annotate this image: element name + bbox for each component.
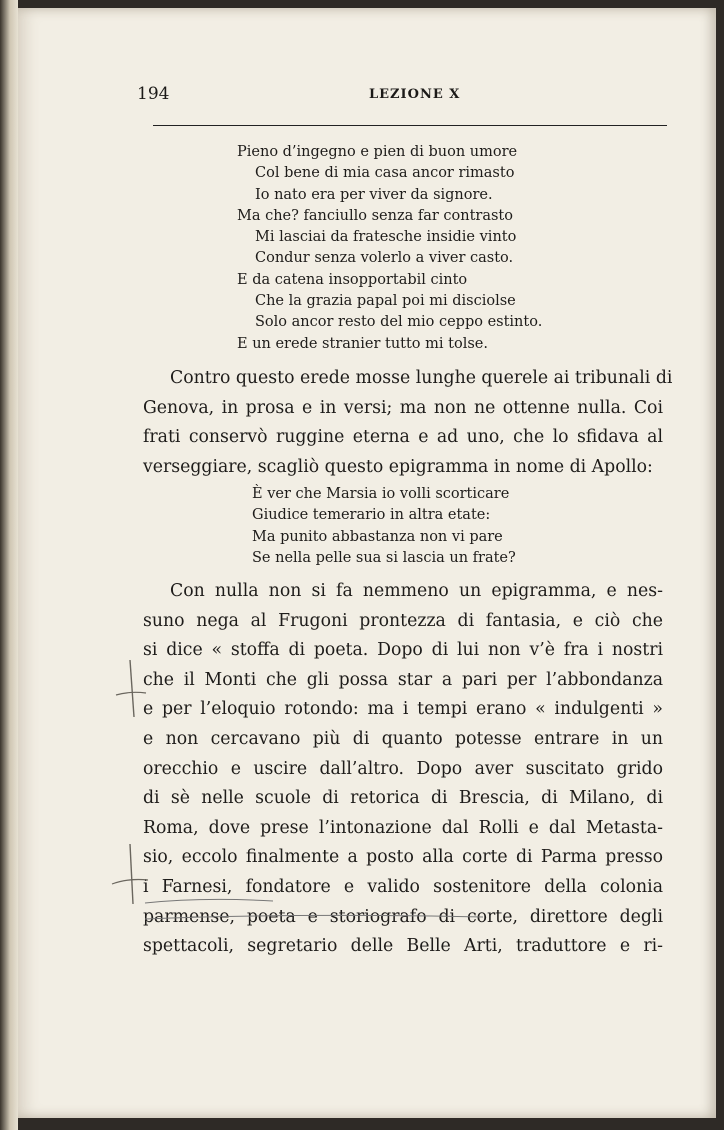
running-head: LEZIONE X bbox=[369, 87, 461, 102]
text-line: orecchio e uscire dall’altro. Dopo aver suscitato grido bbox=[143, 758, 663, 779]
text-line: si dice « stoffa di poeta. Dopo di lui non v’è fra i nostri bbox=[143, 640, 663, 661]
verse-line: Mi lasciai da fratesche insidie vinto bbox=[255, 229, 517, 246]
text-line: frati conservò ruggine eterna e ad uno, che lo sfidava al bbox=[143, 427, 663, 448]
text-line: spettacoli, segretario delle Belle Arti, traduttore e ri- bbox=[143, 936, 663, 957]
text-line: Roma, dove prese l’intonazione dal Rolli e dal Metasta- bbox=[143, 817, 663, 838]
epigram-verse-block bbox=[252, 484, 516, 569]
epigram-line: Se nella pelle sua si lascia un frate? bbox=[252, 549, 516, 566]
text-line: sio, eccolo finalmente a posto alla corte di Parma presso bbox=[143, 847, 663, 868]
text-line: i Farnesi, fondatore e valido sostenitore della colonia bbox=[143, 876, 663, 897]
pencil-margin-mark bbox=[110, 655, 150, 725]
text-line: Contro questo erede mosse lunghe querele ai tribunali di bbox=[170, 368, 673, 388]
text-line: che il Monti che gli possa star a pari per l’abbondanza bbox=[143, 669, 663, 690]
verse-line: Solo ancor resto del mio ceppo estinto. bbox=[255, 314, 543, 331]
verse-line: Io nato era per viver da signore. bbox=[255, 186, 493, 203]
verse-line: Condur senza volerlo a viver casto. bbox=[255, 250, 514, 267]
epigram-line: Giudice temerario in altra etate: bbox=[252, 507, 491, 524]
epigram-line: È ver che Marsia io volli scorticare bbox=[252, 486, 510, 502]
text-line: suno nega al Frugoni prontezza di fantasia, e ciò che bbox=[143, 610, 663, 631]
sonnet-verse-block bbox=[237, 142, 657, 355]
page-number: 194 bbox=[137, 84, 170, 104]
paragraph-apollo bbox=[143, 364, 673, 482]
text-line: parmense, poeta e storiografo di corte, direttore degli bbox=[143, 906, 663, 927]
text-line: verseggiare, scagliò questo epigramma in nome di Apollo: bbox=[143, 456, 653, 477]
page-header bbox=[137, 84, 667, 106]
text-line: Genova, in prosa e in versi; ma non ne ottenne nulla. Coi bbox=[143, 397, 663, 418]
text-line: Con nulla non si fa nemmeno un epigramma, e nes- bbox=[170, 581, 663, 601]
header-rule bbox=[153, 125, 667, 126]
verse-line: Pieno d’ingegno e pien di buon umore bbox=[237, 144, 518, 160]
verse-line: E da catena insopportabil cinto bbox=[237, 271, 468, 288]
verse-line: E un erede stranier tutto mi tolse. bbox=[237, 335, 488, 352]
book-gutter bbox=[0, 0, 18, 1130]
text-line: e non cercavano più di quanto potesse entrare in un bbox=[143, 728, 663, 749]
epigram-line: Ma punito abbastanza non vi pare bbox=[252, 528, 503, 545]
text-line: e per l’eloquio rotondo: ma i tempi erano « indulgenti » bbox=[143, 699, 663, 720]
verse-line: Che la grazia papal poi mi disciolse bbox=[255, 293, 516, 310]
pencil-underline bbox=[143, 893, 493, 923]
text-line: di sè nelle scuole di retorica di Brescia, di Milano, di bbox=[143, 788, 663, 809]
verse-line: Ma che? fanciullo senza far contrasto bbox=[237, 207, 513, 224]
verse-line: Col bene di mia casa ancor rimasto bbox=[255, 165, 515, 182]
